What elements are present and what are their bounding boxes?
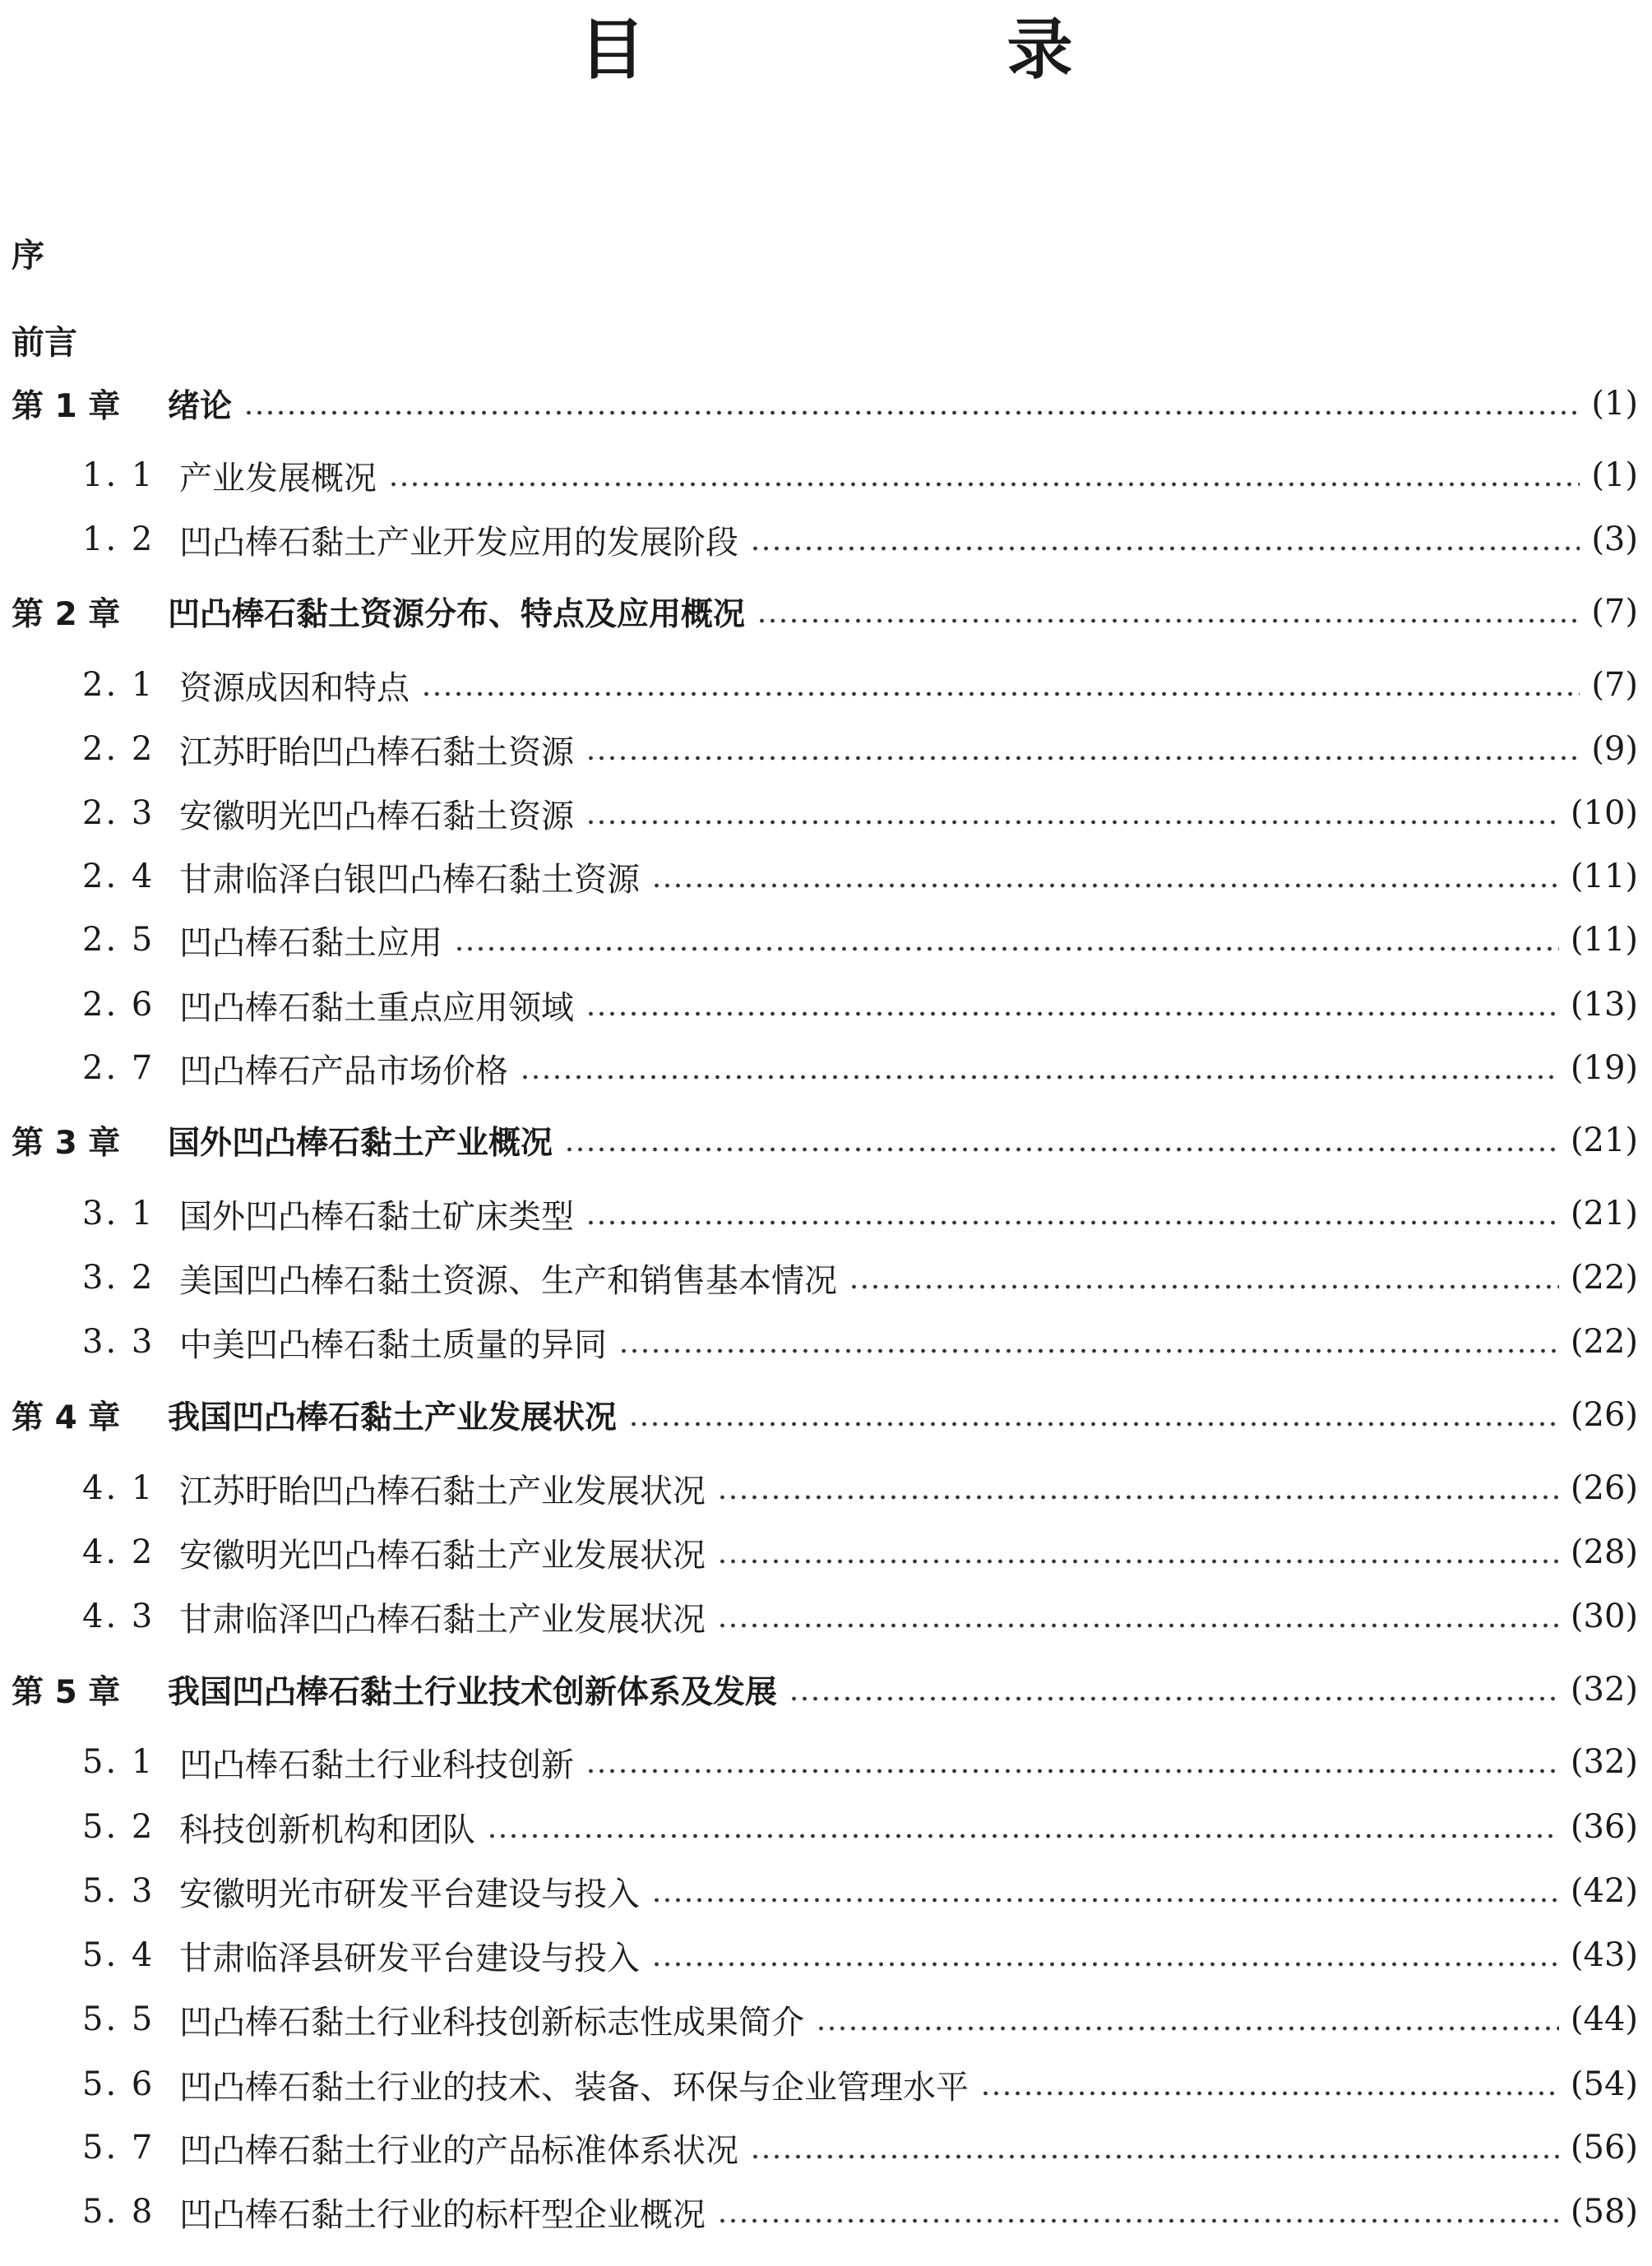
chapter-number: 第 1 章: [12, 388, 121, 425]
dot-leader: [651, 1939, 1559, 1972]
dot-leader: [757, 595, 1580, 628]
page-number: (1): [1591, 385, 1638, 423]
page-number: (7): [1591, 593, 1638, 631]
dot-leader: [618, 1325, 1559, 1358]
dot-leader: [717, 1472, 1559, 1505]
page-number: (26): [1570, 1469, 1638, 1507]
dot-leader: [454, 923, 1559, 956]
section-number: 5. 8: [82, 2193, 155, 2231]
section-number: 5. 1: [82, 1743, 155, 1781]
section-title: 江苏盱眙凹凸棒石黏土产业发展状况: [179, 1472, 706, 1510]
section-title: 安徽明光市研发平台建设与投入: [179, 1875, 640, 1913]
section-title: 美国凹凸棒石黏土资源、生产和销售基本情况: [179, 1261, 837, 1300]
section-number: 4. 3: [82, 1598, 155, 1635]
section-number: 5. 3: [82, 1872, 155, 1910]
page-number: (36): [1570, 1808, 1638, 1846]
dot-leader: [717, 1536, 1559, 1569]
section-title: 资源成因和特点: [179, 668, 410, 707]
dot-leader: [651, 1875, 1559, 1908]
section-title: 凹凸棒石黏土行业科技创新标志性成果简介: [179, 2003, 804, 2042]
section-title: 科技创新机构和团队: [179, 1810, 475, 1849]
section-number: 3. 1: [82, 1195, 155, 1232]
section-number: 2. 3: [82, 794, 155, 832]
page-number: (26): [1570, 1396, 1638, 1434]
section-title: 凹凸棒石黏土产业开发应用的发展阶段: [179, 523, 738, 562]
section-number: 2. 7: [82, 1049, 155, 1087]
page-number: (11): [1570, 921, 1638, 959]
toc-section-entry: [0, 514, 1638, 565]
dot-leader: [717, 2195, 1559, 2228]
page-number: (44): [1570, 2000, 1638, 2038]
chapter-title: 绪论: [168, 388, 233, 425]
page-number: (10): [1570, 794, 1638, 832]
toc-chapter-entry: [0, 1664, 1638, 1715]
page-number: (54): [1570, 2065, 1638, 2103]
page-number: (30): [1570, 1598, 1638, 1635]
page-number: (42): [1570, 1872, 1638, 1910]
section-title: 凹凸棒石黏土行业的标杆型企业概况: [179, 2195, 706, 2234]
page-number: (1): [1591, 456, 1638, 494]
dot-leader: [585, 733, 1580, 765]
page-title: 目 录: [579, 12, 1221, 88]
page-number: (21): [1570, 1121, 1638, 1159]
section-number: 2. 4: [82, 858, 155, 895]
toc-section-entry: [0, 1463, 1638, 1514]
dot-leader: [585, 988, 1559, 1021]
chapter-number: 第 5 章: [12, 1674, 121, 1711]
section-number: 2. 6: [82, 986, 155, 1024]
page-number: (11): [1570, 858, 1638, 895]
page-number: (21): [1570, 1195, 1638, 1232]
page-number: (28): [1570, 1533, 1638, 1571]
toc-section-entry: [0, 2059, 1638, 2110]
section-number: 1. 2: [82, 520, 155, 558]
section-number: 2. 1: [82, 666, 155, 704]
toc-section-entry: [0, 2122, 1638, 2173]
toc-section-entry: [0, 1043, 1638, 1094]
section-title: 产业发展概况: [179, 459, 377, 497]
dot-leader: [388, 459, 1580, 492]
dot-leader: [564, 1124, 1559, 1157]
section-number: 5. 5: [82, 2000, 155, 2038]
chapter-number: 第 2 章: [12, 596, 121, 633]
section-title: 甘肃临泽凹凸棒石黏土产业发展状况: [179, 1600, 706, 1639]
dot-leader: [651, 860, 1559, 893]
page-number: (9): [1591, 730, 1638, 768]
section-number: 1. 1: [82, 456, 155, 494]
page-number: (22): [1570, 1323, 1638, 1361]
dot-leader: [717, 1600, 1559, 1633]
dot-leader: [789, 1673, 1559, 1706]
page-number: (7): [1591, 666, 1638, 704]
toc-section-entry: [0, 1252, 1638, 1303]
section-title: 安徽明光凹凸棒石黏土产业发展状况: [179, 1536, 706, 1575]
toc-section-entry: [0, 659, 1638, 710]
section-title: 凹凸棒石黏土行业的技术、装备、环保与企业管理水平: [179, 2068, 969, 2106]
section-title: 凹凸棒石产品市场价格: [179, 1052, 508, 1090]
toc-section-entry: [0, 1736, 1638, 1787]
section-title: 凹凸棒石黏土行业的产品标准体系状况: [179, 2131, 738, 2170]
page-number: (58): [1570, 2193, 1638, 2231]
dot-leader: [520, 1052, 1559, 1084]
section-number: 5. 6: [82, 2065, 155, 2103]
dot-leader: [750, 523, 1580, 556]
toc-section-entry: [0, 450, 1638, 501]
dot-leader: [849, 1261, 1559, 1294]
toc-section-entry: [0, 1527, 1638, 1578]
toc-preface: 序: [12, 237, 44, 275]
section-number: 3. 3: [82, 1323, 155, 1361]
toc-section-entry: [0, 979, 1638, 1030]
section-number: 3. 2: [82, 1259, 155, 1297]
chapter-number: 第 4 章: [12, 1399, 121, 1436]
page-number: (56): [1570, 2129, 1638, 2167]
page-number: (22): [1570, 1259, 1638, 1297]
chapter-title: 我国凹凸棒石黏土行业技术创新体系及发展: [168, 1674, 778, 1711]
dot-leader: [243, 387, 1580, 420]
section-number: 2. 5: [82, 921, 155, 959]
toc-section-entry: [0, 724, 1638, 775]
section-title: 凹凸棒石黏土行业科技创新: [179, 1746, 574, 1784]
chapter-title: 凹凸棒石黏土资源分布、特点及应用概况: [168, 596, 746, 633]
dot-leader: [980, 2068, 1559, 2101]
page-number: (32): [1570, 1743, 1638, 1781]
section-title: 江苏盱眙凹凸棒石黏土资源: [179, 733, 574, 771]
toc-chapter-entry: [0, 586, 1638, 637]
page-number: (43): [1570, 1936, 1638, 1974]
toc-section-entry: [0, 1866, 1638, 1917]
toc-section-entry: [0, 1316, 1638, 1367]
section-number: 4. 1: [82, 1469, 155, 1507]
toc-section-entry: [0, 1801, 1638, 1852]
toc-section-entry: [0, 1930, 1638, 1981]
page-number: (32): [1570, 1671, 1638, 1709]
toc-foreword: 前言: [12, 324, 77, 362]
section-title: 安徽明光凹凸棒石黏土资源: [179, 797, 574, 835]
toc-section-entry: [0, 2186, 1638, 2237]
section-number: 4. 2: [82, 1533, 155, 1571]
toc-section-entry: [0, 1994, 1638, 2045]
section-title: 凹凸棒石黏土应用: [179, 923, 442, 962]
chapter-title: 我国凹凸棒石黏土产业发展状况: [168, 1399, 618, 1436]
toc-section-entry: [0, 1188, 1638, 1239]
dot-leader: [487, 1810, 1559, 1843]
toc-chapter-entry: [0, 1390, 1638, 1441]
page-number: (3): [1591, 520, 1638, 558]
section-number: 5. 4: [82, 1936, 155, 1974]
section-title: 中美凹凸棒石黏土质量的异同: [179, 1325, 607, 1364]
dot-leader: [585, 1746, 1559, 1778]
dot-leader: [585, 797, 1559, 830]
toc-section-entry: [0, 1591, 1638, 1642]
toc-section-entry: [0, 851, 1638, 902]
section-title: 国外凹凸棒石黏土矿床类型: [179, 1197, 574, 1236]
section-title: 甘肃临泽白银凹凸棒石黏土资源: [179, 860, 640, 899]
section-number: 5. 2: [82, 1808, 155, 1846]
dot-leader: [421, 668, 1580, 701]
toc-chapter-entry: [0, 1115, 1638, 1166]
dot-leader: [628, 1399, 1559, 1431]
dot-leader: [750, 2131, 1559, 2164]
page-number: (19): [1570, 1049, 1638, 1087]
section-title: 甘肃临泽县研发平台建设与投入: [179, 1939, 640, 1977]
page-number: (13): [1570, 986, 1638, 1024]
section-number: 5. 7: [82, 2129, 155, 2167]
chapter-number: 第 3 章: [12, 1125, 121, 1162]
toc-chapter-entry: [0, 378, 1638, 429]
toc-section-entry: [0, 788, 1638, 839]
section-number: 2. 2: [82, 730, 155, 768]
section-title: 凹凸棒石黏土重点应用领域: [179, 988, 574, 1027]
chapter-title: 国外凹凸棒石黏土产业概况: [168, 1125, 553, 1162]
dot-leader: [585, 1197, 1559, 1230]
toc-section-entry: [0, 914, 1638, 965]
dot-leader: [816, 2003, 1559, 2036]
